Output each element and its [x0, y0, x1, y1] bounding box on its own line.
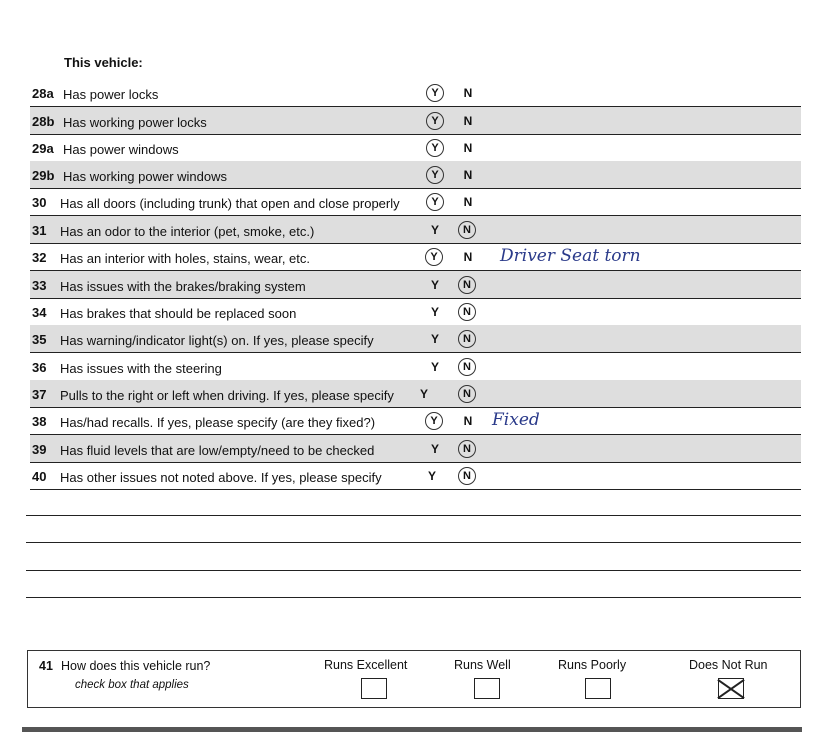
section-heading: This vehicle:: [64, 55, 143, 70]
question-row-37: [30, 380, 801, 408]
option-no[interactable]: N: [458, 440, 476, 458]
question-row-35: [30, 325, 801, 353]
option-no[interactable]: N: [463, 250, 473, 264]
option-label-runs-excellent: Runs Excellent: [324, 658, 408, 672]
option-no[interactable]: N: [458, 303, 476, 321]
option-yes[interactable]: Y: [430, 305, 439, 319]
option-no[interactable]: N: [463, 114, 473, 128]
question-number: 40: [32, 469, 47, 484]
question-text: Has other issues not noted above. If yes, please specify: [60, 470, 382, 485]
question-row-38: [30, 407, 801, 435]
question-row-33: [30, 271, 801, 299]
option-label-runs-well: Runs Well: [454, 658, 511, 672]
question-number: 29a: [32, 141, 54, 156]
question-number: 31: [32, 223, 47, 238]
option-no[interactable]: N: [463, 168, 473, 182]
question-text: Has warning/indicator light(s) on. If yes, please specify: [60, 333, 374, 348]
blank-line: [26, 570, 801, 571]
checkbox-runs-excellent[interactable]: [361, 678, 387, 699]
question-text: Has an interior with holes, stains, wear, etc.: [60, 251, 311, 266]
option-yes[interactable]: Y: [426, 112, 444, 130]
option-no[interactable]: N: [458, 385, 476, 403]
question-number: 28b: [32, 114, 55, 129]
option-yes[interactable]: Y: [426, 139, 444, 157]
question-number: 29b: [32, 168, 55, 183]
option-no[interactable]: N: [458, 276, 476, 294]
option-yes[interactable]: Y: [426, 84, 444, 102]
option-label-does-not-run: Does Not Run: [689, 658, 768, 672]
option-yes[interactable]: Y: [430, 223, 439, 237]
handwritten-note: Driver Seat torn: [500, 246, 641, 266]
question-text: Has issues with the brakes/braking system: [60, 279, 306, 294]
question-number: 28a: [32, 86, 54, 101]
blank-line: [26, 597, 801, 598]
question-text: How does this vehicle run?: [61, 659, 211, 673]
question-number: 33: [32, 278, 47, 293]
question-text: Has working power locks: [63, 115, 207, 130]
question-row-30: [30, 188, 801, 216]
question-number: 36: [32, 360, 47, 375]
blank-line: [26, 515, 801, 516]
question-number: 38: [32, 414, 47, 429]
question-number: 32: [32, 250, 47, 265]
question-row-28b: [30, 107, 801, 135]
option-yes[interactable]: Y: [427, 469, 436, 483]
checkbox-runs-well[interactable]: [474, 678, 500, 699]
checkbox-runs-poorly[interactable]: [585, 678, 611, 699]
option-no[interactable]: N: [463, 141, 473, 155]
question-number: 35: [32, 332, 47, 347]
run-condition-box: [27, 650, 801, 708]
question-number: 34: [32, 305, 47, 320]
option-yes[interactable]: Y: [430, 442, 439, 456]
question-row-39: [30, 435, 801, 463]
option-yes[interactable]: Y: [425, 248, 443, 266]
option-no[interactable]: N: [463, 414, 473, 428]
option-yes[interactable]: Y: [426, 193, 444, 211]
question-text: Has power windows: [63, 142, 179, 157]
question-text: Has all doors (including trunk) that open and close properly: [60, 196, 400, 211]
question-row-29a: [30, 134, 801, 162]
option-yes[interactable]: Y: [430, 332, 439, 346]
question-text: Has working power windows: [63, 169, 228, 184]
option-yes[interactable]: Y: [425, 412, 443, 430]
option-yes[interactable]: Y: [430, 360, 439, 374]
question-number: 37: [32, 387, 47, 402]
question-text: Has an odor to the interior (pet, smoke, etc.): [60, 224, 315, 239]
question-row-34: [30, 298, 801, 326]
question-row-31: [30, 216, 801, 244]
option-yes[interactable]: Y: [419, 387, 428, 401]
option-yes[interactable]: Y: [430, 278, 439, 292]
option-no[interactable]: N: [458, 221, 476, 239]
option-label-runs-poorly: Runs Poorly: [558, 658, 627, 672]
question-text: Has fluid levels that are low/empty/need to be checked: [60, 443, 375, 458]
question-row-36: [30, 353, 801, 381]
handwritten-note: Fixed: [492, 410, 540, 430]
question-row-29b: [30, 161, 801, 189]
question-text: Has/had recalls. If yes, please specify (are they fixed?): [60, 415, 376, 430]
blank-line: [26, 542, 801, 543]
checkbox-does-not-run[interactable]: [718, 678, 744, 699]
option-no[interactable]: N: [458, 330, 476, 348]
option-no[interactable]: N: [458, 358, 476, 376]
question-text: Has issues with the steering: [60, 361, 222, 376]
question-row-40: [30, 462, 801, 490]
option-yes[interactable]: Y: [426, 166, 444, 184]
question-number: 30: [32, 195, 47, 210]
option-no[interactable]: N: [458, 467, 476, 485]
question-row-28a: [30, 79, 801, 107]
question-hint: check box that applies: [75, 679, 189, 691]
option-no[interactable]: N: [463, 86, 473, 100]
page-divider: [22, 727, 802, 732]
question-number: 39: [32, 442, 47, 457]
question-text: Pulls to the right or left when driving. If yes, please specify: [60, 388, 394, 403]
question-row-32: [30, 243, 801, 271]
option-no[interactable]: N: [463, 195, 473, 209]
question-number: 41: [39, 659, 53, 673]
question-text: Has brakes that should be replaced soon: [60, 306, 297, 321]
question-text: Has power locks: [63, 87, 159, 102]
